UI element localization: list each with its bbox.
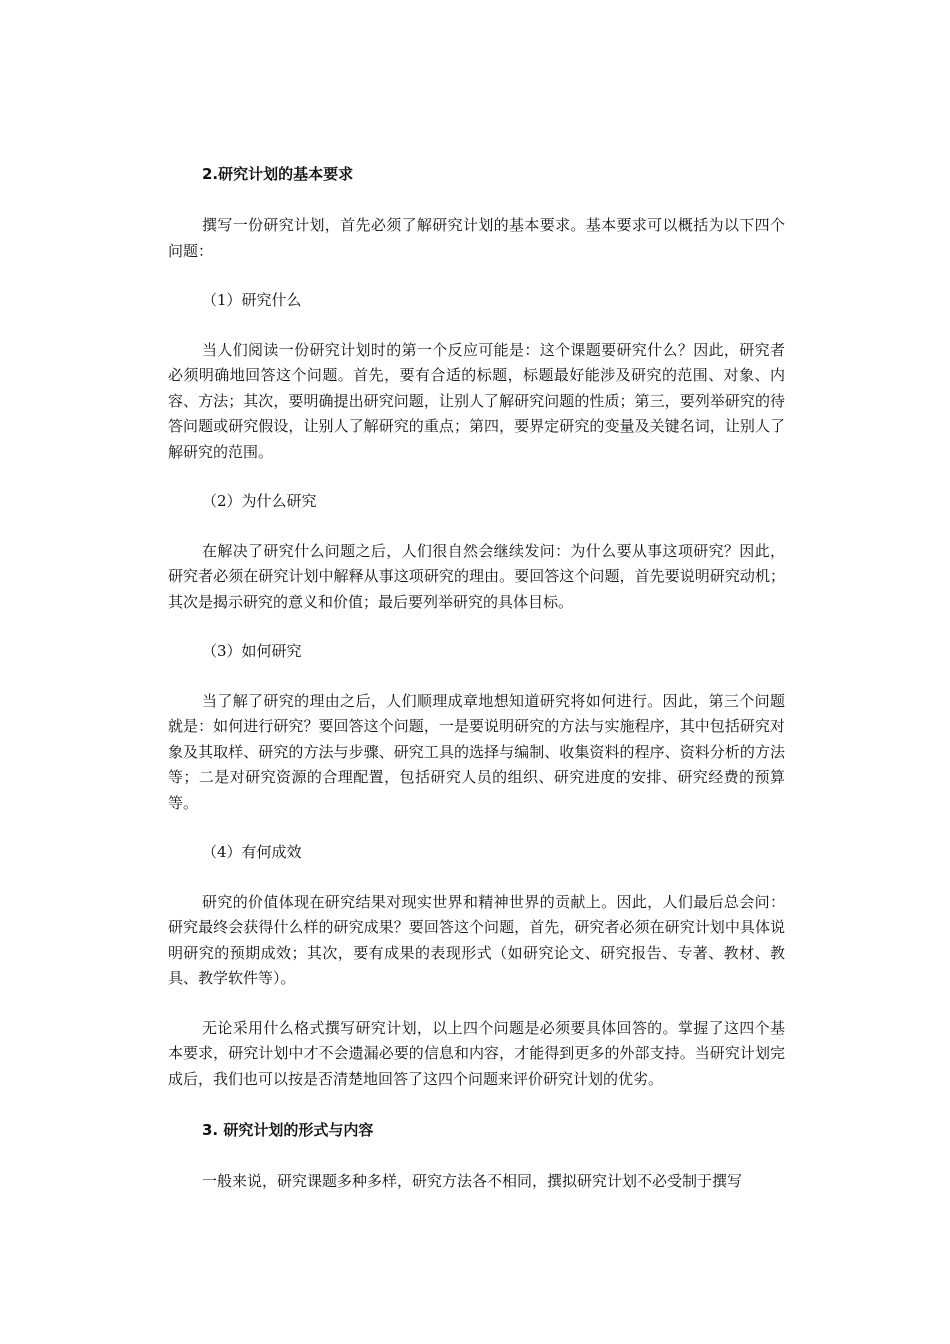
paragraph-how-to-research: 当了解了研究的理由之后，人们顺理成章地想知道研究将如何进行。因此，第三个问题就是：如何进行研究？要回答这个问题，一是要说明研究的方法与实施程序，其中包括研究对象及其取样、研究的方法与步骤、研究工具的选择与编制、收集资料的程序、资料分析的方法等；二是对研究资源的合理配置，包括研究人员的组织、研究进度的安排、研究经费的预算等。 — [168, 691, 785, 812]
subheading-why-research: （2）为什么研究 — [202, 492, 317, 510]
intro-paragraph: 撰写一份研究计划，首先必须了解研究计划的基本要求。基本要求可以概括为以下四个问题： — [168, 216, 785, 260]
paragraph-outcomes: 研究的价值体现在研究结果对现实世界和精神世界的贡献上。因此，人们最后总会问：研究最终会获得什么样的研究成果？要回答这个问题，首先，研究者必须在研究计划中具体说明研究的预期成效；其次，要有成果的表现形式（如研究论文、研究报告、专著、教材、教具、教学软件等）。 — [168, 892, 785, 987]
paragraph-form-content: 一般来说，研究课题多种多样，研究方法各不相同，撰拟研究计划不必受制于撰写 — [202, 1172, 743, 1190]
paragraph-summary: 无论采用什么格式撰写研究计划，以上四个问题是必须要具体回答的。掌握了这四个基本要求，研究计划中才不会遗漏必要的信息和内容，才能得到更多的外部支持。当研究计划完成后，我们也可以按是否清楚地回答了这四个问题来评价研究计划的优劣。 — [168, 1018, 785, 1088]
document-page — [168, 160, 785, 1219]
subheading-what-to-research: （1）研究什么 — [202, 291, 302, 309]
paragraph-what-to-research: 当人们阅读一份研究计划时的第一个反应可能是：这个课题要研究什么？因此，研究者必须明确地回答这个问题。首先，要有合适的标题，标题最好能涉及研究的范围、对象、内容、方法；其次，要明确提出研究问题，让别人了解研究问题的性质；第三，要列举研究的待答问题或研究假设，让别人了解研究的重点；第四，要界定研究的变量及关键名词，让别人了解研究的范围。 — [168, 340, 785, 461]
section-heading-2: 2.研究计划的基本要求 — [202, 165, 354, 183]
section-heading-3: 3. 研究计划的形式与内容 — [202, 1121, 374, 1139]
paragraph-why-research: 在解决了研究什么问题之后，人们很自然会继续发问：为什么要从事这项研究？因此，研究者必须在研究计划中解释从事这项研究的理由。要回答这个问题，首先要说明研究动机；其次是揭示研究的意义和价值；最后要列举研究的具体目标。 — [168, 541, 785, 611]
subheading-how-to-research: （3）如何研究 — [202, 642, 302, 660]
subheading-outcomes: （4）有何成效 — [202, 843, 302, 861]
